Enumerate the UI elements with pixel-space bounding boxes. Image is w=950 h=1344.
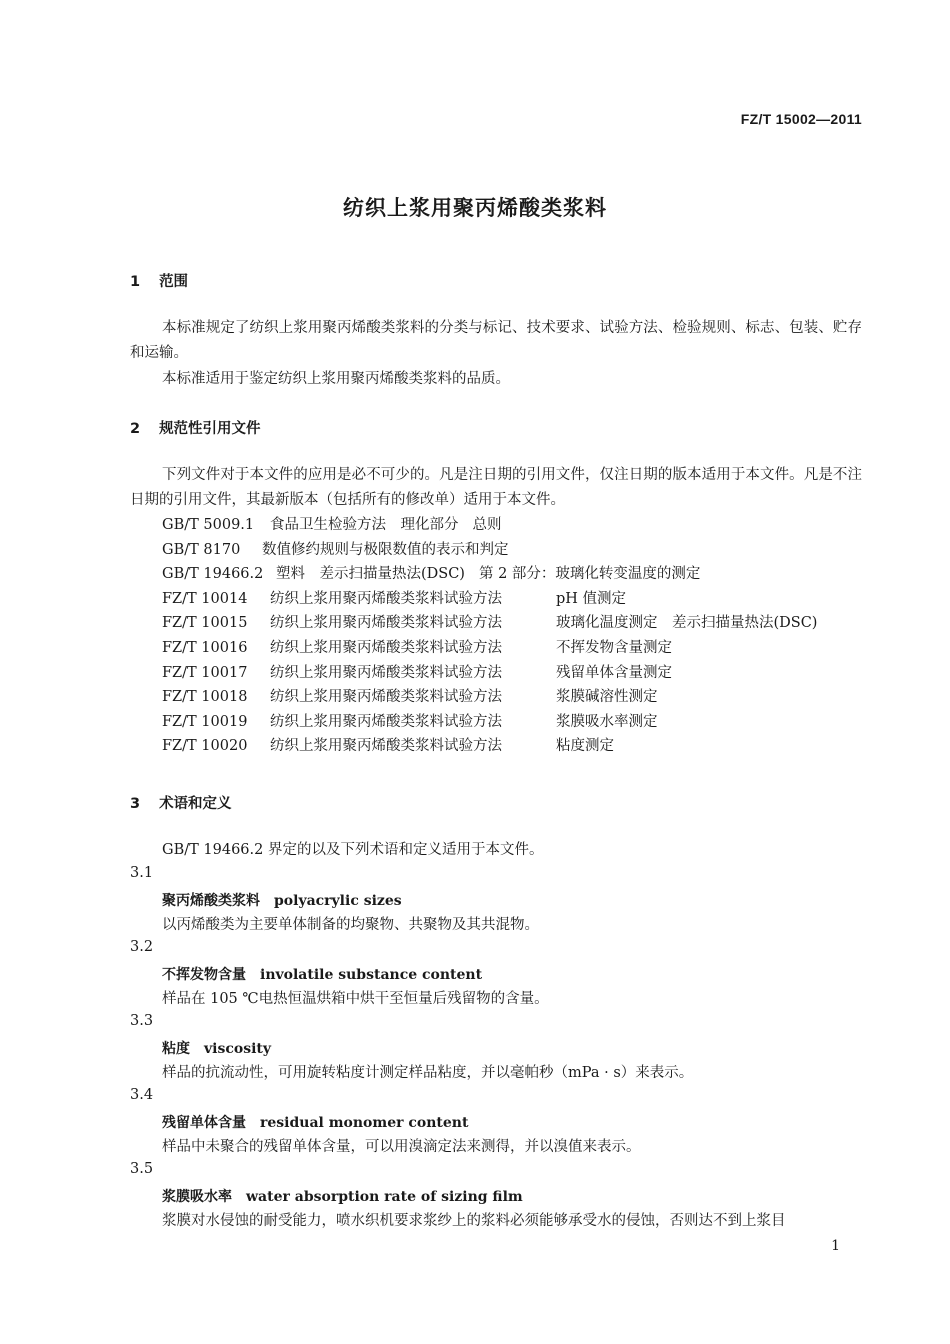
section-2-heading (130, 417, 261, 438)
term-number: 3.1 (130, 865, 154, 881)
term-definition: 样品中未聚合的残留单体含量，可以用溴滴定法来测得，并以溴值来表示。 (162, 1139, 641, 1155)
standard-code: FZ/T 15002—2011 (740, 111, 862, 127)
term-english: residual monomer content (260, 1115, 469, 1131)
reference-code: FZ/T 10018 (162, 689, 248, 706)
term-definition: 浆膜对水侵蚀的耐受能力，喷水织机要求浆纱上的浆料必须能够承受水的侵蚀，否则达不到上浆目 (162, 1213, 786, 1229)
reference-subtitle: 粘度测定 (556, 738, 614, 755)
section-title: 规范性引用文件 (159, 421, 261, 437)
reference-item (162, 661, 817, 686)
term-definition: 样品的抗流动性，可用旋转粘度计测定样品粘度，并以毫帕秒（mPa · s）来表示。 (162, 1065, 694, 1081)
document-title: 纺织上浆用聚丙烯酸类浆料 (343, 196, 607, 220)
section-1-heading (130, 270, 188, 291)
reference-subtitle: 总则 (472, 517, 502, 533)
reference-list (162, 513, 817, 759)
term-chinese: 浆膜吸水率 (162, 1189, 232, 1205)
reference-title: 塑料 差示扫描量热法(DSC) (276, 566, 465, 583)
reference-code: GB/T 8170 (162, 541, 241, 558)
reference-item (162, 710, 817, 735)
term-heading (162, 1038, 271, 1058)
reference-code: FZ/T 10015 (162, 615, 248, 632)
term-english: viscosity (204, 1041, 271, 1057)
term-english: involatile substance content (260, 967, 483, 983)
reference-subtitle: pH 值测定 (556, 590, 627, 607)
normative-intro: 下列文件对于本文件的应用是必不可少的。凡是注日期的引用文件，仅注日期的版本适用于本文件。凡是不注日期的引用文件，其最新版本（包括所有的修改单）适用于本文件。 (130, 467, 862, 508)
reference-code: GB/T 19466.2 (162, 566, 264, 583)
reference-item (162, 562, 817, 587)
reference-item (162, 685, 817, 710)
reference-item (162, 513, 817, 538)
reference-subtitle: 玻璃化温度测定 差示扫描量热法(DSC) (556, 615, 818, 632)
reference-code: FZ/T 10017 (162, 664, 248, 681)
scope-paragraph-2: 本标准适用于鉴定纺织上浆用聚丙烯酸类浆料的品质。 (162, 371, 510, 387)
section-number: 1 (130, 274, 141, 290)
scope-paragraph-1: 本标准规定了纺织上浆用聚丙烯酸类浆料的分类与标记、技术要求、试验方法、检验规则、标志、包装、贮存和运输。 (130, 320, 862, 361)
reference-code: FZ/T 10019 (162, 713, 248, 730)
section-number: 3 (130, 796, 141, 812)
term-definition: 以丙烯酸类为主要单体制备的均聚物、共聚物及其共混物。 (162, 917, 539, 933)
reference-subtitle: 浆膜碱溶性测定 (556, 689, 658, 706)
reference-item (162, 587, 817, 612)
reference-title: 数值修约规则与极限数值的表示和判定 (262, 541, 509, 558)
reference-item (162, 611, 817, 636)
term-heading (162, 964, 482, 984)
section-number: 2 (130, 421, 141, 437)
reference-item (162, 538, 817, 563)
term-chinese: 聚丙烯酸类浆料 (162, 893, 260, 909)
reference-title: 纺织上浆用聚丙烯酸类浆料试验方法 (270, 615, 502, 632)
page-number: 1 (831, 1238, 840, 1254)
reference-title: 食品卫生检验方法 理化部分 (270, 517, 459, 533)
term-number: 3.2 (130, 939, 154, 955)
term-number: 3.5 (130, 1161, 154, 1177)
term-chinese: 残留单体含量 (162, 1115, 246, 1131)
reference-subtitle: 不挥发物含量测定 (556, 639, 672, 656)
reference-title: 纺织上浆用聚丙烯酸类浆料试验方法 (270, 689, 502, 706)
reference-title: 纺织上浆用聚丙烯酸类浆料试验方法 (270, 664, 502, 681)
section-title: 术语和定义 (159, 796, 232, 812)
reference-code: FZ/T 10020 (162, 738, 248, 755)
term-english: polyacrylic sizes (274, 893, 402, 909)
reference-item (162, 636, 817, 661)
term-heading (162, 890, 402, 910)
reference-subtitle: 浆膜吸水率测定 (556, 713, 658, 730)
reference-code: FZ/T 10014 (162, 590, 248, 607)
term-chinese: 不挥发物含量 (162, 967, 246, 983)
term-heading (162, 1112, 468, 1132)
term-chinese: 粘度 (162, 1041, 190, 1057)
reference-item (162, 734, 817, 759)
term-number: 3.4 (130, 1087, 154, 1103)
section-3-heading (130, 792, 232, 813)
term-number: 3.3 (130, 1013, 154, 1029)
reference-code: FZ/T 10016 (162, 639, 248, 656)
reference-subtitle: 第 2 部分：玻璃化转变温度的测定 (478, 566, 701, 583)
reference-title: 纺织上浆用聚丙烯酸类浆料试验方法 (270, 713, 502, 730)
term-english: water absorption rate of sizing film (246, 1189, 523, 1205)
term-heading (162, 1186, 523, 1206)
terms-intro: GB/T 19466.2 界定的以及下列术语和定义适用于本文件。 (162, 842, 544, 858)
reference-title: 纺织上浆用聚丙烯酸类浆料试验方法 (270, 590, 502, 607)
reference-code: GB/T 5009.1 (162, 517, 255, 533)
section-title: 范围 (159, 274, 189, 290)
term-definition: 样品在 105 ℃电热恒温烘箱中烘干至恒量后残留物的含量。 (162, 991, 549, 1007)
reference-title: 纺织上浆用聚丙烯酸类浆料试验方法 (270, 738, 502, 755)
reference-title: 纺织上浆用聚丙烯酸类浆料试验方法 (270, 639, 502, 656)
reference-subtitle: 残留单体含量测定 (556, 664, 672, 681)
